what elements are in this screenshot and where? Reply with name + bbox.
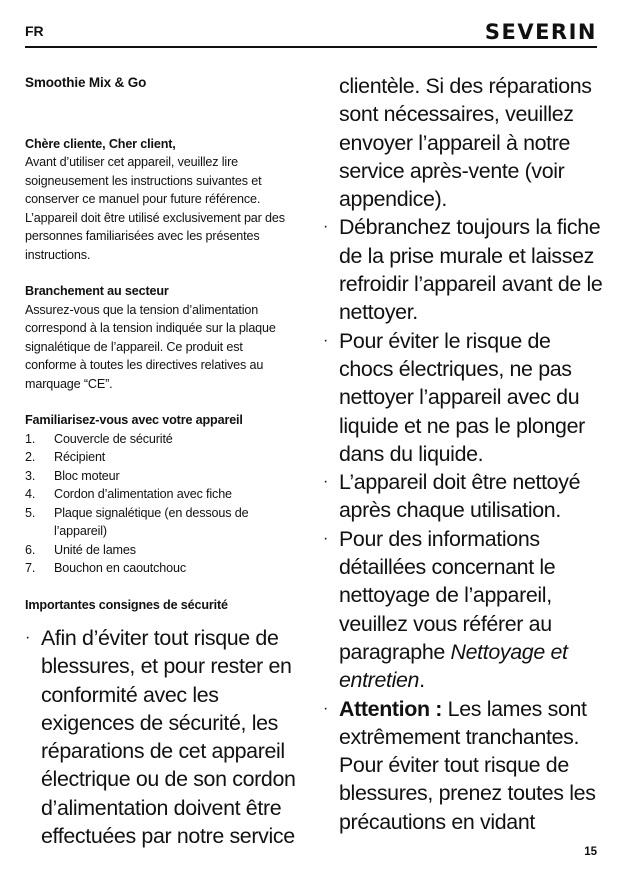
intro-section: [25, 135, 297, 265]
left-column: [25, 74, 297, 850]
list-item: 4. Cordon d’alimentation avec fiche: [25, 487, 232, 501]
list-item: 5. Plaque signalétique (en dessous de l’appareil): [25, 505, 249, 538]
parts-section: [25, 411, 297, 578]
bullet-dot: ·: [323, 331, 328, 349]
bullet-continuation: clientèle. Si des réparations sont nécessaires, veuillez envoyer l’appareil à notre service après-vente (voir appendice).: [339, 74, 592, 212]
safety-heading: Importantes consignes de sécurité: [25, 597, 228, 612]
language-code: FR: [25, 23, 44, 39]
parts-list: [25, 430, 297, 578]
list-item: · L’appareil doit être nettoyé après chaque utilisation.: [323, 470, 581, 523]
safety-bullets-right: [323, 213, 603, 836]
brand-logo: SEVERIN: [484, 20, 597, 44]
bullet-dot: ·: [323, 529, 328, 547]
bullet-dot: ·: [323, 699, 328, 717]
power-heading: Branchement au secteur: [25, 284, 169, 298]
safety-section: [25, 596, 297, 851]
list-item: 7. Bouchon en caoutchouc: [25, 561, 186, 575]
page-number: 15: [584, 846, 597, 858]
list-item: · Attention : Les lames sont extrêmement tranchantes. Pour éviter tout risque de blessures, prenez toutes les précautions en vidant: [323, 696, 596, 834]
bullet-dot: ·: [323, 218, 328, 236]
intro-text: Avant d’utiliser cet appareil, veuillez lire soigneusement les instructions suivantes et conserver ce manuel pour future référence. L’appareil doit être utilisé exclusivement par des personnes familiarisées avec les présentes instructions.: [25, 155, 285, 262]
right-column: [323, 72, 603, 836]
list-item: · Afin d’éviter tout risque de blessures, et pour rester en conformité avec les exigences de sécurité, les réparations de cet appareil électrique ou de son cordon d’alimentation doivent être effectuées par notre service: [25, 626, 296, 849]
safety-bullets-left: [25, 624, 297, 850]
bullet-dot: ·: [25, 629, 30, 646]
power-section: [25, 282, 297, 393]
section-reference: Nettoyage et entretien: [339, 639, 568, 693]
list-item: · Pour éviter le risque de chocs électriques, ne pas nettoyer l’appareil avec du liquide et ne pas le plonger dans du liquide.: [323, 328, 585, 466]
header-rule: [25, 46, 597, 48]
bullet-dot: ·: [323, 473, 328, 491]
list-item: 1. Couvercle de sécurité: [25, 431, 173, 446]
intro-heading: Chère cliente, Cher client,: [25, 136, 176, 151]
list-item: 3. Bloc moteur: [25, 468, 120, 483]
list-item: · Pour des informations détaillées concernant le nettoyage de l’appareil, veuillez vous référer au paragraphe Nettoyage et entretien.: [323, 526, 568, 693]
list-item: · Débranchez toujours la fiche de la prise murale et laissez refroidir l’appareil avant de le nettoyer.: [323, 215, 603, 325]
power-text: Assurez-vous que la tension d’alimentation correspond à la tension indiquée sur la plaque signalétique de l’appareil. Ce produit est conforme à toutes les directives relatives au marquage “CE”.: [25, 302, 276, 391]
product-title: Smoothie Mix & Go: [25, 75, 147, 90]
list-item: 2. Récipient: [25, 450, 106, 464]
parts-heading: Familiarisez-vous avec votre appareil: [25, 413, 243, 427]
attention-label: Attention :: [339, 696, 443, 721]
list-item: 6. Unité de lames: [25, 542, 136, 557]
